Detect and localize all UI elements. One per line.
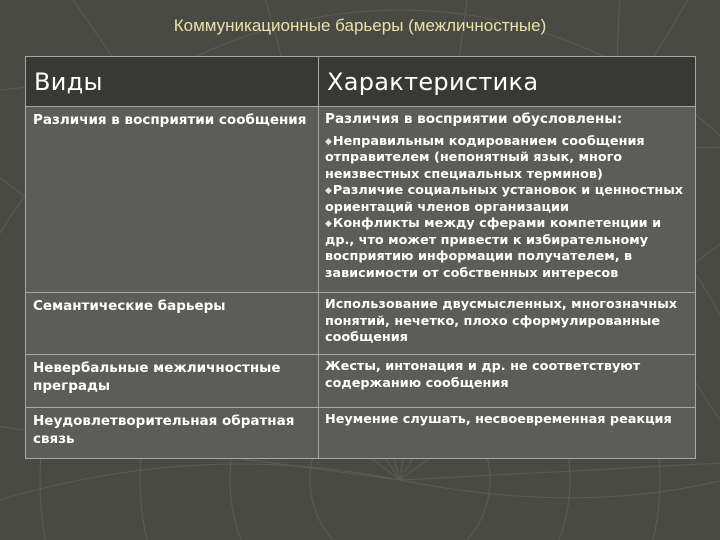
cell-characteristic: Использование двусмысленных, многозначных понятий, нечетко, плохо сформулированные сообщения bbox=[319, 293, 696, 355]
list-item bbox=[325, 216, 689, 282]
list-item-text: Неправильным кодированием сообщения отправителем (непонятный язык, много неизвестных специальных терминов) bbox=[325, 133, 645, 182]
header-characteristic: Характеристика bbox=[319, 57, 696, 107]
list-item-text: Конфликты между сферами компетенции и др., что может привести к избирательному восприятию информации получателем, в зависимости от собственных интересов bbox=[325, 216, 662, 281]
table-header-row bbox=[26, 57, 696, 107]
bullet-icon: ◆ bbox=[325, 136, 332, 147]
cell-characteristic bbox=[319, 107, 696, 293]
list-item bbox=[325, 183, 689, 216]
bullet-icon: ◆ bbox=[325, 186, 332, 196]
list-item-text: Различие социальных установок и ценностных ориентаций членов организации bbox=[325, 183, 684, 215]
barriers-table bbox=[25, 56, 696, 459]
header-types: Виды bbox=[26, 57, 319, 107]
slide-title: Коммуникационные барьеры (межличностные) bbox=[173, 16, 547, 35]
characteristic-lead: Различия в восприятии обусловлены: bbox=[325, 111, 623, 127]
cell-type: Неудовлетворительная обратная связь bbox=[26, 408, 319, 459]
table-row bbox=[26, 355, 696, 408]
cell-characteristic: Жесты, интонация и др. не соответствуют содержанию сообщения bbox=[319, 355, 696, 408]
table-row bbox=[26, 293, 696, 355]
cell-type: Невербальные межличностные преграды bbox=[26, 355, 319, 408]
cell-type: Семантические барьеры bbox=[26, 293, 319, 355]
table-row bbox=[26, 107, 696, 293]
table-row bbox=[26, 408, 696, 459]
bullet-icon: ◆ bbox=[325, 219, 332, 229]
cell-characteristic: Неумение слушать, несвоевременная реакция bbox=[319, 408, 696, 459]
cell-type: Различия в восприятии сообщения bbox=[26, 107, 319, 293]
list-item bbox=[325, 134, 689, 184]
